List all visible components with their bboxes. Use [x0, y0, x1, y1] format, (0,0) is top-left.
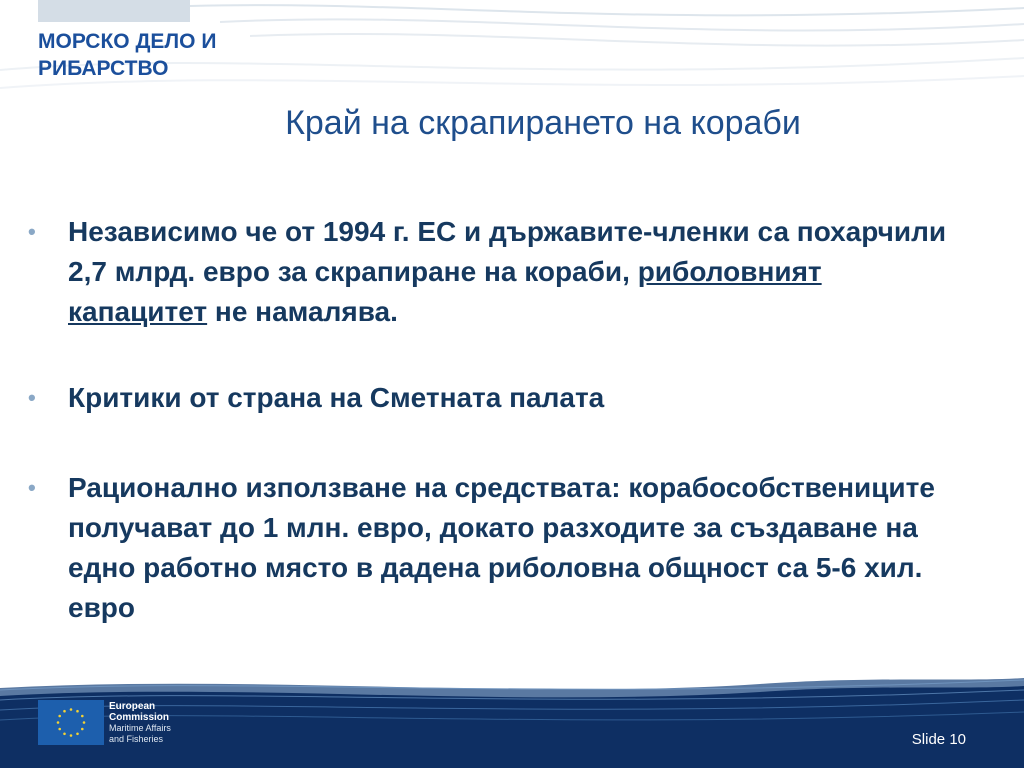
- bullet-item-spending: [28, 212, 968, 332]
- bullet-item-court-of-auditors: [28, 378, 968, 418]
- bullet-dot-icon: •: [28, 475, 36, 500]
- dg-label-line2: РИБАРСТВО: [38, 57, 169, 80]
- eu-stars-icon: [38, 700, 104, 745]
- bullet-text: Рационално използване на средствата: корабособствениците получават до 1 млн. евро, докато разходите за създаване на едно работно място в дадена риболовна общност са 5-6 хил. евро: [68, 472, 935, 623]
- bullet-text-part: не намалява.: [207, 296, 398, 327]
- eu-line-european: European: [109, 701, 156, 712]
- bullet-dot-icon: •: [28, 385, 36, 410]
- slide-number-value: 10: [949, 731, 966, 748]
- eu-line-dg1: Maritime Affairs: [109, 723, 171, 733]
- eu-flag-logo: [38, 700, 104, 745]
- header-accent-bar: [38, 0, 190, 22]
- eu-commission-label: [109, 701, 171, 745]
- eu-line-dg2: and Fisheries: [109, 734, 164, 744]
- bullet-text: Критики от страна на Сметната палата: [68, 382, 605, 413]
- slide-label: Slide: [911, 731, 946, 748]
- dg-label-line1: МОРСКО ДЕЛО И: [38, 30, 217, 53]
- bullet-item-rational-use: [28, 468, 968, 628]
- slide-title: Край на скрапирането на кораби: [285, 104, 801, 142]
- slide-number: [912, 731, 966, 748]
- eu-line-commission: Commission: [109, 712, 170, 723]
- bullet-text-part: Независимо че от 1994 г. ЕС и държавите-членки са похарчили 2,7 млрд. евро за скрапиране на кораби,: [68, 216, 947, 287]
- bullet-list: [28, 212, 968, 628]
- underlined-term: риболовният капацитет: [68, 256, 822, 327]
- dg-label: [38, 28, 216, 82]
- bullet-dot-icon: •: [28, 219, 36, 244]
